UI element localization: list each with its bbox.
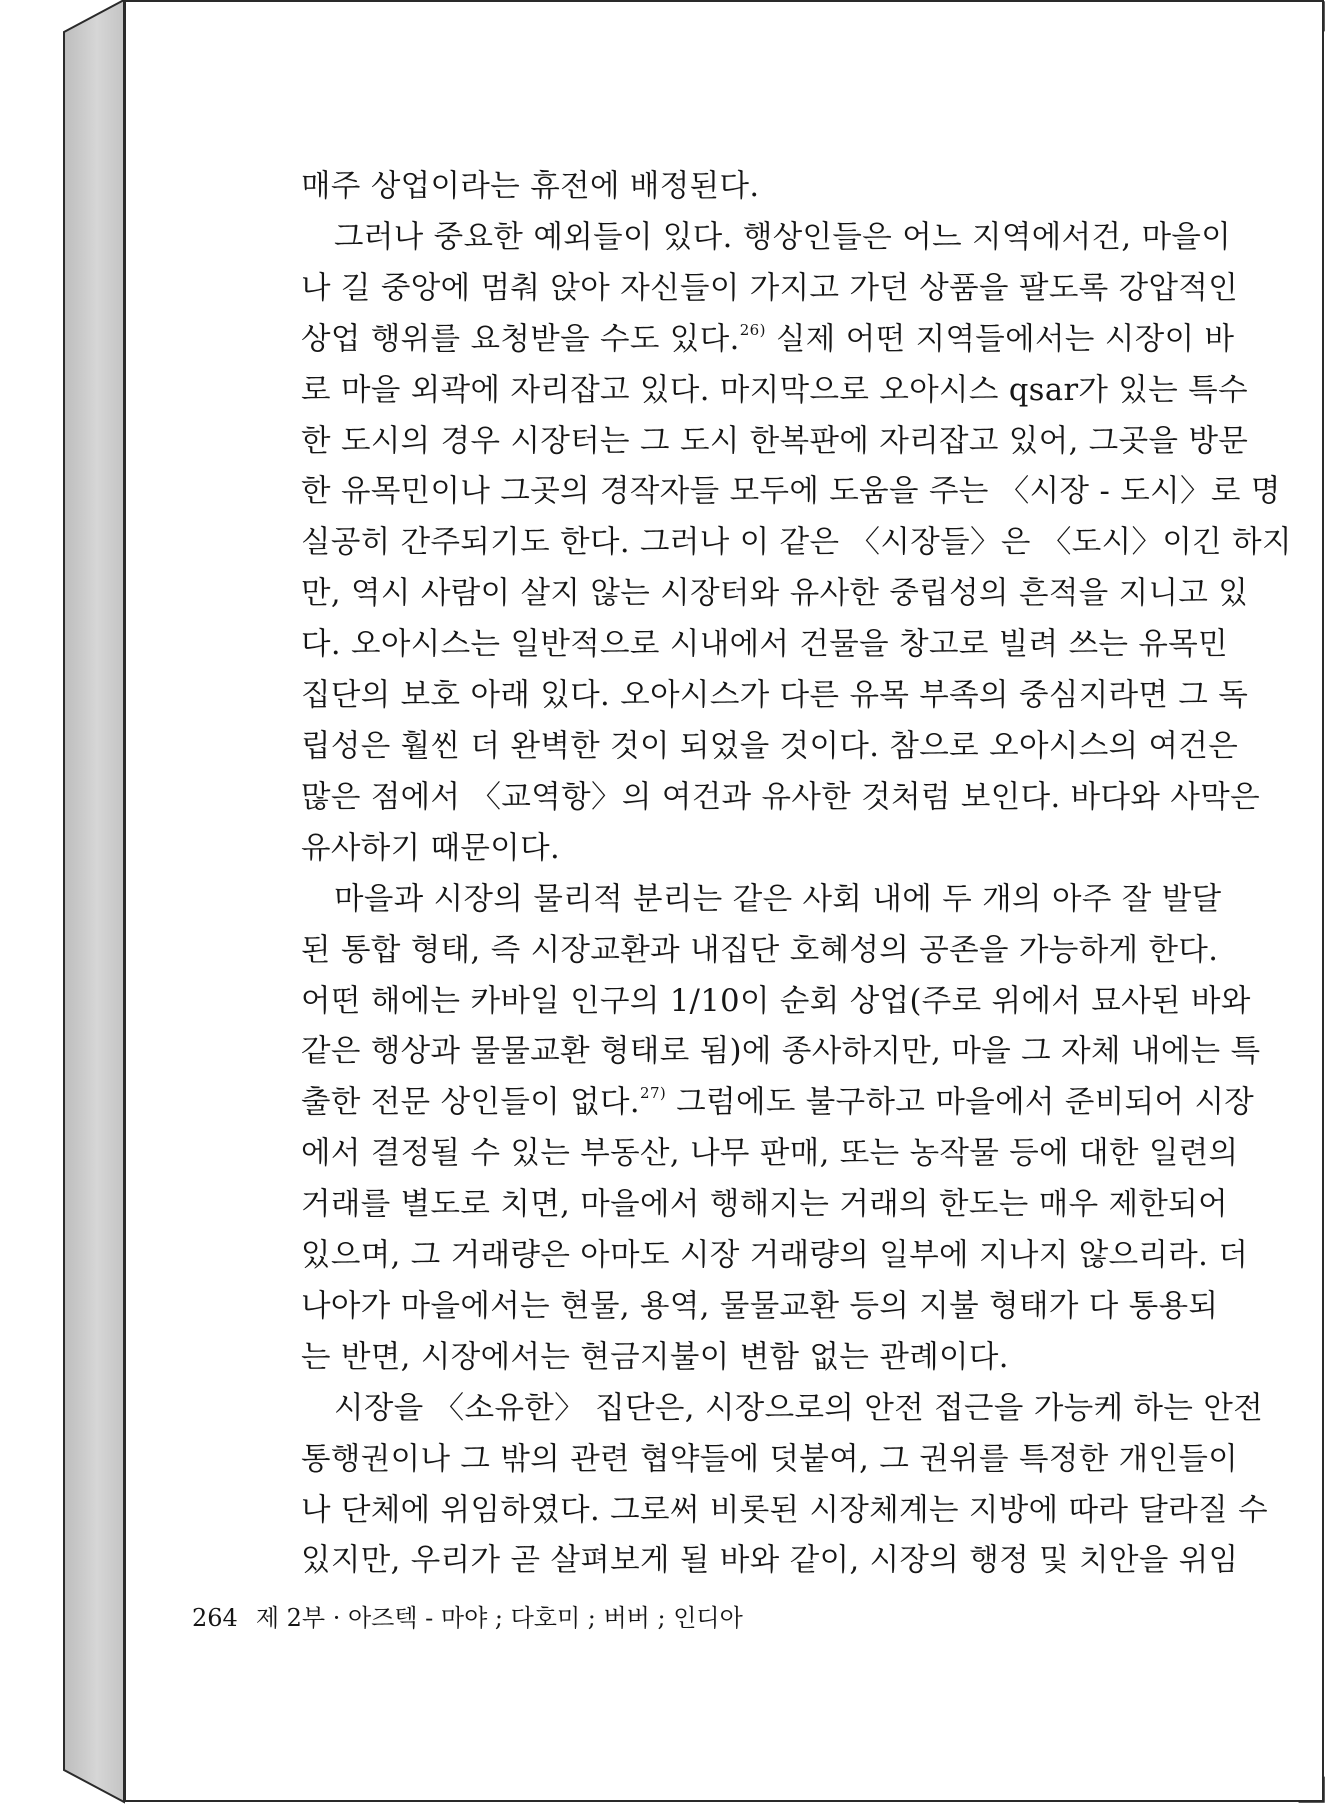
footnote-marker[interactable]: 26) bbox=[739, 320, 766, 339]
text-line: 에서 결정될 수 있는 부동산, 나무 판매, 또는 농작물 등에 대한 일련의 bbox=[301, 1136, 1239, 1172]
text-segment: 실제 어떤 지역들에서는 시장이 바 bbox=[765, 321, 1235, 357]
text-line: 어떤 해에는 카바일 인구의 1/10이 순회 상업(주로 위에서 묘사된 바와 bbox=[301, 983, 1251, 1019]
text-line bbox=[301, 1078, 1255, 1129]
footnote-marker[interactable]: 27) bbox=[640, 1084, 667, 1103]
text-line: 다. 오아시스는 일반적으로 시내에서 건물을 창고로 빌려 쓰는 유목민 bbox=[301, 627, 1229, 663]
text-line: 나 단체에 위임하였다. 그로써 비롯된 시장체계는 지방에 따라 달라질 수 bbox=[301, 1492, 1268, 1528]
text-line: 한 도시의 경우 시장터는 그 도시 한복판에 자리잡고 있어, 그곳을 방문 bbox=[301, 423, 1249, 459]
page-footer bbox=[192, 1598, 743, 1633]
text-line: 된 통합 형태, 즉 시장교환과 내집단 호혜성의 공존을 가능하게 한다. bbox=[301, 932, 1219, 968]
text-line: 나아가 마을에서는 현물, 용역, 물물교환 등의 지불 형태가 다 통용되 bbox=[301, 1288, 1219, 1324]
text-segment: 상업 행위를 요청받을 수도 있다. bbox=[301, 321, 740, 357]
text-line: 는 반면, 시장에서는 현금지불이 변함 없는 관례이다. bbox=[301, 1339, 1009, 1375]
book-page bbox=[124, 0, 1324, 1802]
text-line: 한 유목민이나 그곳의 경작자들 모두에 도움을 주는 〈시장 - 도시〉로 명 bbox=[301, 474, 1281, 510]
text-line: 같은 행상과 물물교환 형태로 됨)에 종사하지만, 마을 그 자체 내에는 특 bbox=[301, 1034, 1261, 1070]
text-line: 유사하기 때문이다. bbox=[301, 830, 561, 866]
text-line: 실공히 간주되기도 한다. 그러나 이 같은 〈시장들〉은 〈도시〉이긴 하지 bbox=[301, 525, 1292, 561]
text-line: 매주 상업이라는 휴전에 배정된다. bbox=[301, 169, 760, 204]
text-line: 나 길 중앙에 멈춰 앉아 자신들이 가지고 가던 상품을 팔도록 강압적인 bbox=[301, 270, 1239, 306]
page-number: 264 bbox=[192, 1604, 238, 1632]
running-title: 제 2부 · 아즈텍 - 마야 ; 다호미 ; 버버 ; 인디아 bbox=[255, 1604, 743, 1632]
text-line: 통행권이나 그 밖의 관련 협약들에 덧붙여, 그 권위를 특정한 개인들이 bbox=[301, 1441, 1239, 1477]
text-line: 시장을 〈소유한〉 집단은, 시장으로의 안전 접근을 가능케 하는 안전 bbox=[334, 1390, 1264, 1426]
text-line: 립성은 훨씬 더 완벽한 것이 되었을 것이다. 참으로 오아시스의 여건은 bbox=[301, 728, 1239, 764]
text-line: 있으며, 그 거래량은 아마도 시장 거래량의 일부에 지나지 않으리라. 더 bbox=[301, 1238, 1249, 1274]
text-line bbox=[301, 315, 1235, 366]
text-line: 그러나 중요한 예외들이 있다. 행상인들은 어느 지역에서건, 마을이 bbox=[334, 219, 1232, 255]
text-segment: 그럼에도 불구하고 마을에서 준비되어 시장 bbox=[666, 1085, 1255, 1121]
text-line: 만, 역시 사람이 살지 않는 시장터와 유사한 중립성의 흔적을 지니고 있 bbox=[301, 576, 1249, 612]
text-line: 집단의 보호 아래 있다. 오아시스가 다른 유목 부족의 중심지라면 그 독 bbox=[301, 678, 1249, 714]
page-body-text bbox=[301, 162, 1292, 1587]
text-line: 마을과 시장의 물리적 분리는 같은 사회 내에 두 개의 아주 잘 발달 bbox=[334, 881, 1222, 917]
text-segment: 출한 전문 상인들이 없다. bbox=[301, 1085, 641, 1121]
text-line: 있지만, 우리가 곧 살펴보게 될 바와 같이, 시장의 행정 및 치안을 위임 bbox=[301, 1543, 1239, 1579]
text-line: 로 마을 외곽에 자리잡고 있다. 마지막으로 오아시스 qsar가 있는 특수 bbox=[301, 372, 1248, 408]
text-line: 많은 점에서 〈교역항〉의 여건과 유사한 것처럼 보인다. 바다와 사막은 bbox=[301, 779, 1260, 815]
text-line: 거래를 별도로 치면, 마을에서 행해지는 거래의 한도는 매우 제한되어 bbox=[301, 1187, 1229, 1223]
